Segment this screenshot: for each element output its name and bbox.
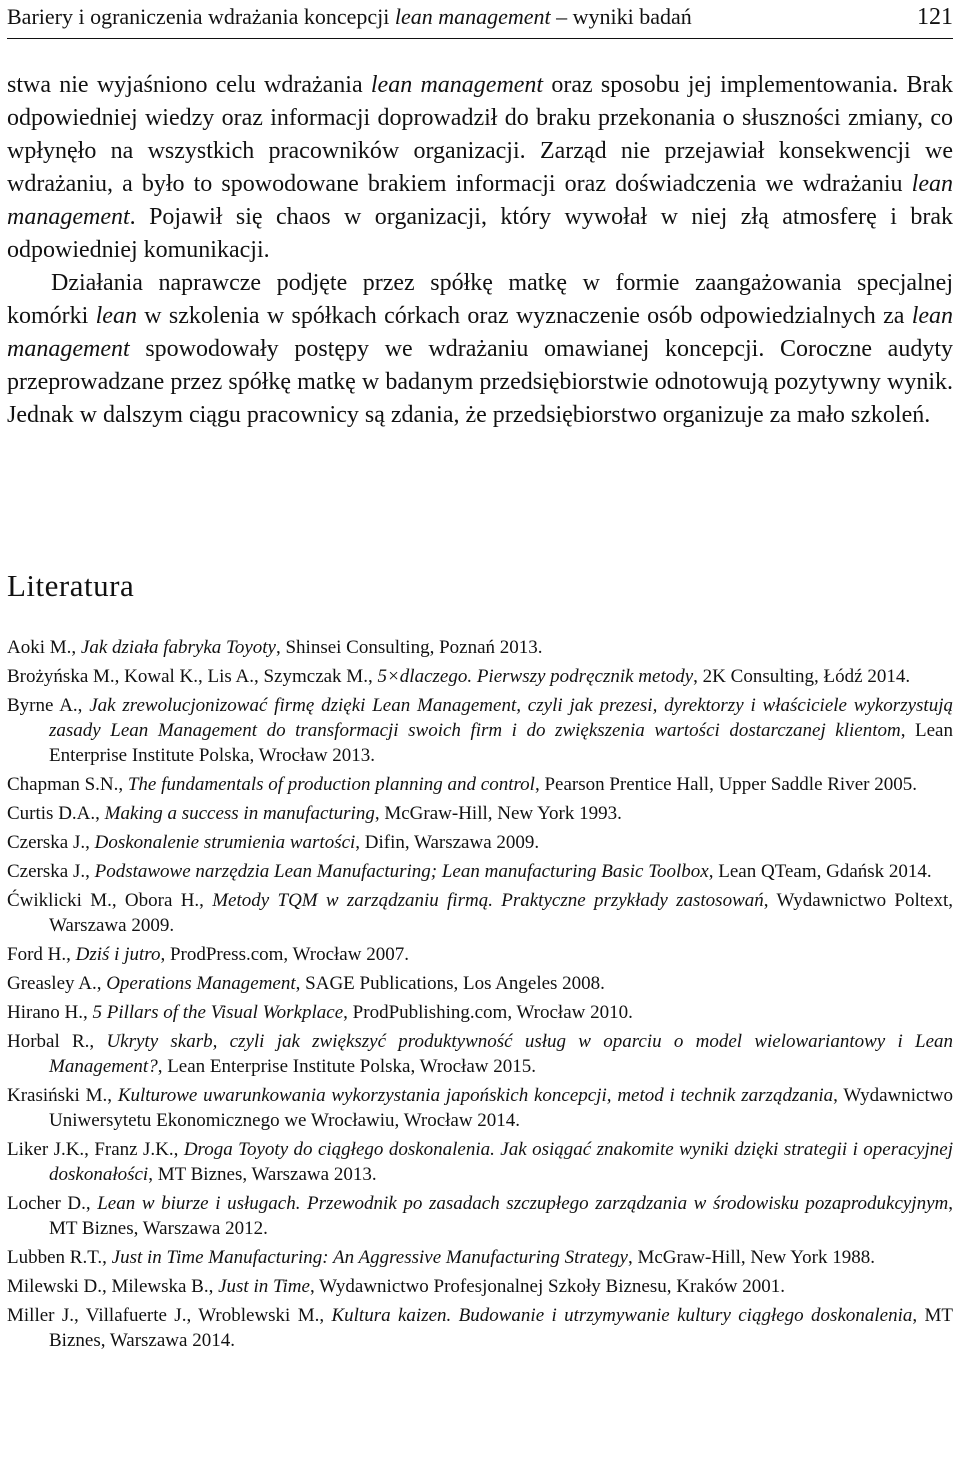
italic-text: lean management: [7, 303, 954, 362]
italic-text: Just in Time Manufacturing: An Aggressive Manufacturing Strategy: [111, 1247, 628, 1268]
text-run: , 2K Consulting, Łódź 2014.: [693, 666, 911, 687]
reference-entry: [7, 801, 953, 826]
section-title: Literatura: [7, 568, 135, 603]
text-run: Działania naprawcze podjęte przez spółkę matkę w formie zaangażowania specjalnej komórki: [7, 270, 953, 329]
italic-text: Just in Time: [218, 1276, 310, 1297]
reference-entry: [7, 635, 953, 660]
running-head-part: Bariery i ograniczenia wdrażania koncepcji: [7, 4, 395, 29]
text-run: , MT Biznes, Warszawa 2012.: [49, 1193, 953, 1239]
text-run: Czerska J.,: [7, 861, 95, 882]
italic-text: Kultura kaizen. Budowanie i utrzymywanie kultury ciągłego doskonalenia: [331, 1305, 913, 1326]
running-header: [7, 0, 953, 39]
text-run: , Lean Enterprise Institute Polska, Wrocław 2013.: [49, 720, 953, 766]
italic-text: lean management: [370, 72, 544, 98]
text-run: Brożyńska M., Kowal K., Lis A., Szymczak M.,: [7, 666, 378, 687]
italic-text: Dziś i jutro: [75, 944, 161, 965]
text-run: Miller J., Villafuerte J., Wroblewski M.,: [7, 1305, 332, 1326]
text-run: , McGraw-Hill, New York 1988.: [627, 1247, 875, 1268]
text-run: , Wydawnictwo Uniwersytetu Ekonomicznego we Wrocławiu, Wrocław 2014.: [49, 1085, 953, 1131]
text-run: Liker J.K., Franz J.K.,: [7, 1139, 184, 1160]
text-run: , McGraw-Hill, New York 1993.: [374, 803, 622, 824]
text-run: stwa nie wyjaśniono celu wdrażania: [7, 72, 371, 98]
italic-text: Ukryty skarb, czyli jak zwiększyć produktywność usług w oparciu o model wielowariantowy i Lean Management?: [49, 1031, 954, 1077]
text-run: Horbal R.,: [7, 1031, 107, 1052]
reference-entry: [7, 1137, 953, 1187]
running-head-part: – wyniki badań: [550, 4, 692, 29]
text-run: , Difin, Warszawa 2009.: [355, 832, 540, 853]
italic-text: lean: [95, 303, 137, 329]
running-head-italic: lean management: [394, 4, 551, 29]
italic-text: Jak działa fabryka Toyoty: [80, 637, 276, 658]
text-run: , Pearson Prentice Hall, Upper Saddle River 2005.: [534, 774, 917, 795]
reference-entry: [7, 1000, 953, 1025]
reference-entry: [7, 693, 953, 768]
reference-entry: [7, 1245, 953, 1270]
reference-entry: [7, 1029, 953, 1079]
text-run: , Lean QTeam, Gdańsk 2014.: [708, 861, 932, 882]
text-run: , Wydawnictwo Poltext, Warszawa 2009.: [49, 890, 953, 936]
reference-entry: [7, 942, 953, 967]
paragraph: [7, 69, 953, 267]
text-run: Locher D.,: [7, 1193, 98, 1214]
italic-text: Droga Toyoty do ciągłego doskonalenia. Jak osiągać znakomite wyniki dzięki strategii i operacyjnej doskonałości: [49, 1139, 953, 1185]
text-run: , Wydawnictwo Profesjonalnej Szkoły Biznesu, Kraków 2001.: [309, 1276, 785, 1297]
text-run: Ćwiklicki M., Obora H.,: [7, 890, 213, 911]
italic-text: lean management: [7, 171, 953, 230]
reference-entry: [7, 888, 953, 938]
page-number: 121: [917, 4, 953, 30]
italic-text: Metody TQM w zarządzaniu firmą. Praktyczne przykłady zastosowań: [212, 890, 764, 911]
text-run: Chapman S.N.,: [7, 774, 128, 795]
reference-entry: [7, 1191, 953, 1241]
italic-text: 5 Pillars of the Visual Workplace: [92, 1002, 344, 1023]
text-run: Ford H.,: [7, 944, 76, 965]
text-run: , MT Biznes, Warszawa 2013.: [148, 1164, 377, 1185]
text-run: Aoki M.,: [7, 637, 81, 658]
text-run: oraz sposobu jej implementowania. Brak odpowiedniej wiedzy oraz informacji doprowadził do braku przekonania o słuszności zmiany, co wpłynęło na wszystkich pracowników organizacji. Zarząd nie przejawiał konsekwencji we wdrażaniu, a było to spowodowane brakiem informacji oraz doświadczenia we wdrażaniu: [7, 72, 953, 197]
text-run: , MT Biznes, Warszawa 2014.: [49, 1305, 953, 1351]
text-run: , Lean Enterprise Institute Polska, Wrocław 2015.: [157, 1056, 536, 1077]
text-run: Lubben R.T.,: [7, 1247, 112, 1268]
italic-text: Lean w biurze i usługach. Przewodnik po zasadach szczupłego zarządzania w środowisku pozaprodukcyjnym: [97, 1193, 949, 1214]
reference-entry: [7, 1303, 953, 1353]
text-run: Byrne A.,: [7, 695, 90, 716]
reference-entry: [7, 1083, 953, 1133]
italic-text: Kulturowe uwarunkowania wykorzystania japońskich koncepcji, metod i technik zarządzania: [117, 1085, 834, 1106]
text-run: , Shinsei Consulting, Poznań 2013.: [275, 637, 543, 658]
text-run: Hirano H.,: [7, 1002, 93, 1023]
text-run: , SAGE Publications, Los Angeles 2008.: [295, 973, 605, 994]
text-run: Krasiński M.,: [7, 1085, 118, 1106]
text-run: spowodowały postępy we wdrażaniu omawianej koncepcji. Coroczne audyty przeprowadzane przez spółkę matkę w badanym przedsiębiorstwie odnotowują pozytywny wynik. Jednak w dalszym ciągu pracownicy są zdania, że przedsiębiorstwo organizuje za mało szkoleń.: [7, 336, 953, 428]
paragraph: [7, 267, 953, 432]
reference-entry: [7, 664, 953, 689]
reference-entry: [7, 1274, 953, 1299]
text-run: Greasley A.,: [7, 973, 107, 994]
italic-text: The fundamentals of production planning and control: [127, 774, 535, 795]
running-head: [7, 0, 692, 34]
reference-entry: [7, 859, 953, 884]
italic-text: Podstawowe narzędzia Lean Manufacturing; Lean manufacturing Basic Toolbox: [94, 861, 709, 882]
text-run: Czerska J.,: [7, 832, 95, 853]
text-run: w szkolenia w spółkach córkach oraz wyznaczenie osób odpowiedzialnych za: [136, 303, 912, 329]
reference-entry: [7, 971, 953, 996]
italic-text: 5×dlaczego. Pierwszy podręcznik metody: [377, 666, 694, 687]
reference-entry: [7, 830, 953, 855]
italic-text: Jak zrewolucjonizować firmę dzięki Lean Management, czyli jak prezesi, dyrektorzy i właściciele wykorzystują zasady Lean Management do transformacji swoich firm i do zwiększenia wartości dostarczanej klientom: [49, 695, 953, 741]
text-run: , ProdPublishing.com, Wrocław 2010.: [343, 1002, 633, 1023]
reference-list: [7, 635, 953, 1357]
body-text: [7, 69, 953, 432]
reference-entry: [7, 772, 953, 797]
italic-text: Doskonalenie strumienia wartości: [94, 832, 356, 853]
text-run: . Pojawił się chaos w organizacji, który wywołał w niej złą atmosferę i brak odpowiedniej komunikacji.: [7, 204, 953, 263]
text-run: Milewski D., Milewska B.,: [7, 1276, 219, 1297]
text-run: , ProdPress.com, Wrocław 2007.: [160, 944, 409, 965]
text-run: Curtis D.A.,: [7, 803, 105, 824]
italic-text: Operations Management: [106, 973, 296, 994]
italic-text: Making a success in manufacturing: [104, 803, 375, 824]
